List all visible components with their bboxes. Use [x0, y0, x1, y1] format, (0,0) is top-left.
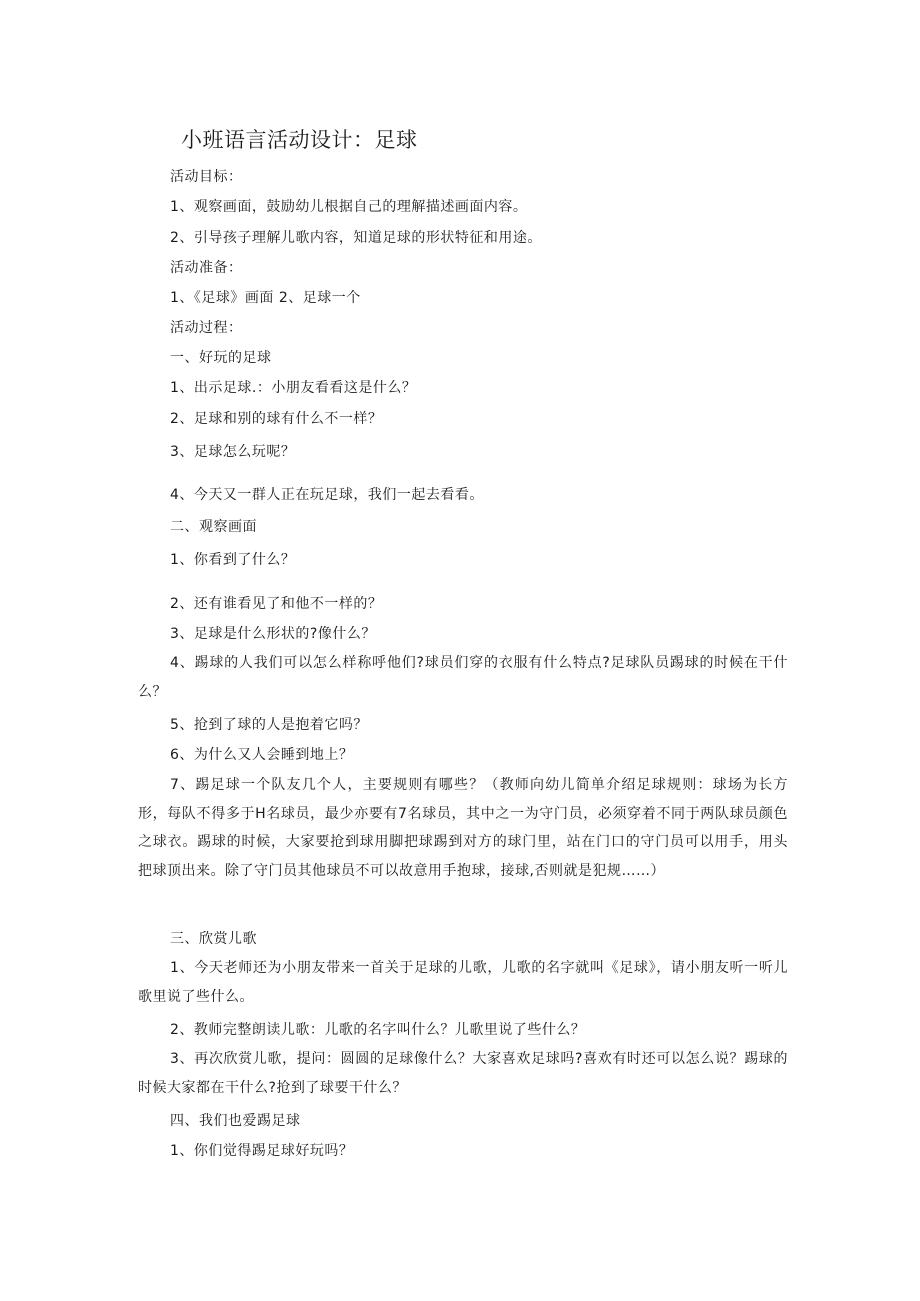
section-label: 活动准备：	[170, 260, 243, 276]
section-label: 活动过程：	[170, 320, 243, 336]
part-heading: 四、我们也爱踢足球	[170, 1113, 301, 1129]
list-item: 1、你看到了什么？	[170, 552, 296, 568]
list-item: 3、再次欣赏儿歌，提问：圆圆的足球像什么？大家喜欢足球吗?喜欢有时还可以怎么说？踢球的时候大家都在干什么?抢到了球要干什么？	[138, 1051, 788, 1096]
list-item: 2、足球和别的球有什么不一样？	[170, 411, 383, 427]
list-item: 1、今天老师还为小朋友带来一首关于足球的儿歌，儿歌的名字就叫《足球》，请小朋友听一听儿歌里说了些什么。	[138, 960, 788, 1005]
part-heading: 二、观察画面	[170, 519, 257, 535]
list-item: 3、足球怎么玩呢？	[170, 444, 296, 460]
list-item: 1、出示足球.：小朋友看看这是什么？	[170, 380, 417, 396]
part-heading: 一、好玩的足球	[170, 350, 272, 366]
part-heading: 三、欣赏儿歌	[170, 931, 257, 947]
list-item: 5、抢到了球的人是抱着它吗？	[170, 717, 368, 733]
list-item: 7、踢足球一个队友几个人，主要规则有哪些？（教师向幼儿简单介绍足球规则：球场为长方形，每队不得多于H名球员，最少亦要有7名球员，其中之一为守门员，必须穿着不同于两队球员颜色之球衣。踢球的时候，大家要抢到球用脚把球踢到对方的球门里，站在门口的守门员可以用手，用头把球顶出来。除了守门员其他球员不可以故意用手抱球，接球,否则就是犯规……）	[138, 777, 788, 879]
goal-item: 2、引导孩子理解儿歌内容，知道足球的形状特征和用途。	[170, 230, 542, 246]
list-item: 2、教师完整朗读儿歌：儿歌的名字叫什么？儿歌里说了些什么？	[170, 1022, 586, 1038]
list-item: 4、今天又一群人正在玩足球，我们一起去看看。	[170, 487, 484, 503]
list-item: 1、你们觉得踢足球好玩吗？	[170, 1143, 354, 1159]
list-item: 2、还有谁看见了和他不一样的？	[170, 596, 383, 612]
goal-item: 1、观察画面，鼓励幼儿根据自己的理解描述画面内容。	[170, 199, 528, 215]
list-item: 6、为什么又人会睡到地上？	[170, 747, 354, 763]
page-title: 小班语言活动设计：足球	[181, 128, 418, 152]
list-item: 3、足球是什么形状的?像什么？	[170, 626, 376, 642]
prep-item: 1、《足球》画面 2、足球一个	[170, 290, 361, 306]
section-label: 活动目标：	[170, 169, 243, 185]
list-item: 4、踢球的人我们可以怎么样称呼他们?球员们穿的衣服有什么特点?足球队员踢球的时候在干什么？	[138, 655, 788, 700]
